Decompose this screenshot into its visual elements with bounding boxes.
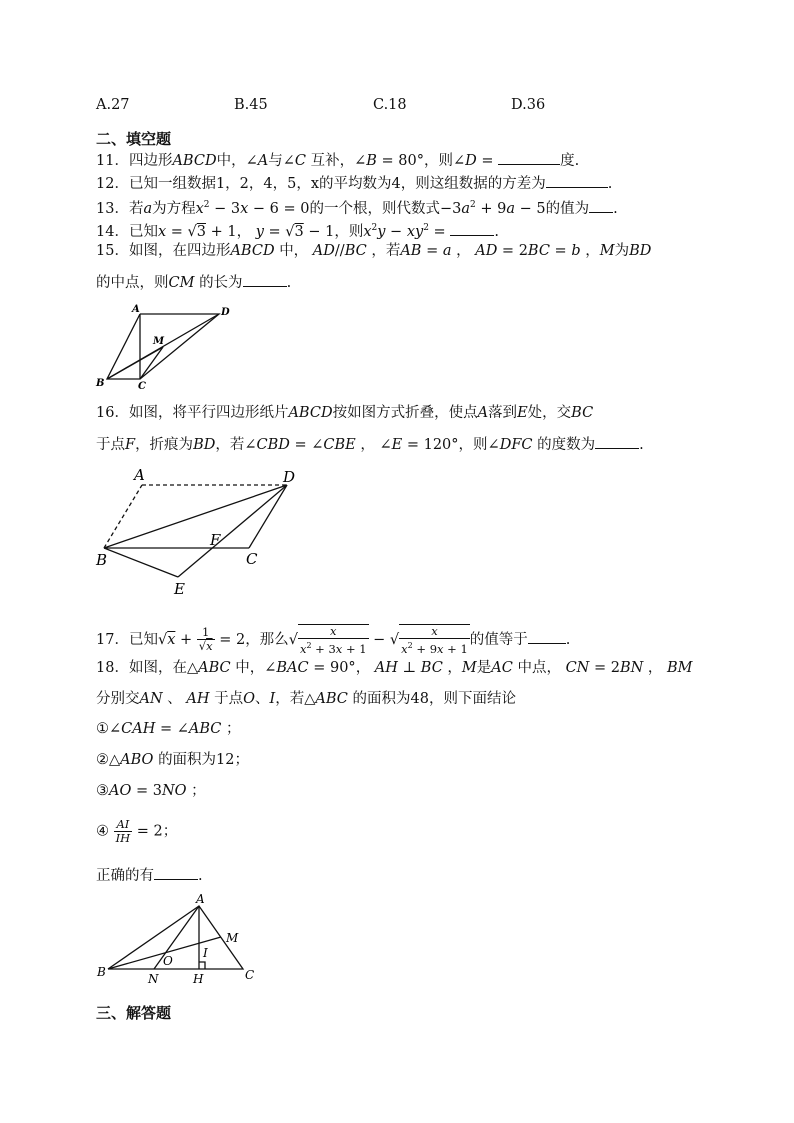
answer-blank[interactable]	[498, 151, 560, 165]
question-16: 16．如图，将平行四边形纸片ABCD按如图方式折叠，使点A落到E处，交BC	[96, 405, 594, 421]
question-11: 11．四边形ABCD中，∠A与∠C 互补，∠B = 80°，则∠D = 度.	[96, 153, 580, 169]
label-C: C	[246, 550, 258, 568]
question-14: 14．已知x = √3 + 1， y = √3 − 1，则$x^2y - xy^2$ = .	[96, 223, 499, 240]
answer-blank[interactable]	[528, 630, 566, 644]
section-fill-in-title: 二、填空题	[96, 130, 172, 148]
answer-blank[interactable]	[589, 199, 613, 213]
conclusion-4: ④ $\frac{AI}{IH}$ = 2；	[96, 817, 178, 845]
answer-blank[interactable]	[546, 174, 608, 188]
question-18-prompt: 正确的有 .	[96, 868, 203, 884]
question-18: 18．如图，在△ABC 中，∠BAC = 90°， AH ⊥ BC ，M是AC 中点， CN = 2BN ， BM	[96, 660, 693, 676]
question-16-cont: 于点F，折痕为BD，若∠CBD = ∠CBE ， ∠E = 120°，则∠DFC 的度数为 .	[96, 437, 644, 453]
question-13: 13．若a为方程$x^2 - 3x - 6 = 0$的一个根，则代数式$-3a^2 + 9a - 5$的值为 .	[96, 200, 618, 217]
question-15: 15．如图，在四边形ABCD 中， AD//BC ，若AB = a ， AD = 2BC = b ，M为BD	[96, 243, 652, 259]
label-B: B	[96, 551, 108, 569]
question-15-cont: 的中点，则CM 的长为 .	[96, 275, 292, 291]
label-A: A	[134, 466, 145, 484]
question-12: 12．已知一组数据1，2，4，5，x的平均数为4，则这组数据的方差为 .	[96, 176, 613, 192]
label-N: N	[148, 972, 159, 986]
label-B: B	[97, 965, 106, 979]
label-A: A	[132, 304, 140, 315]
section-answer-title: 三、解答题	[96, 1004, 172, 1022]
label-F: F	[210, 531, 221, 549]
option-c: C.18	[373, 97, 407, 113]
answer-blank[interactable]	[154, 866, 198, 880]
label-I: I	[203, 946, 208, 960]
conclusion-3: ③AO = 3NO ；	[96, 783, 206, 799]
question-17: 17．已知√x + $\frac{1}{√x}$ = 2，那么√ $\frac{x}{x^2 + 3x + 1}$ − √ $\frac{x}{x^2 + 9x + 1}$ 的值等于 .	[96, 624, 571, 656]
figure-15-quadrilateral	[92, 302, 242, 394]
label-A: A	[196, 892, 205, 906]
conclusion-1: ①∠CAH = ∠ABC ；	[96, 721, 241, 737]
label-E: E	[174, 580, 185, 598]
option-a: A.27	[96, 97, 130, 113]
figure-18-right-triangle	[92, 892, 262, 987]
label-B: B	[96, 378, 105, 389]
label-D: D	[221, 307, 230, 318]
label-H: H	[193, 972, 204, 986]
figure-16-parallelogram-fold	[92, 462, 312, 600]
answer-blank[interactable]	[595, 435, 639, 449]
option-b: B.45	[234, 97, 268, 113]
option-d: D.36	[511, 97, 546, 113]
label-C: C	[245, 968, 255, 982]
conclusion-2: ②△ABO 的面积为12；	[96, 752, 250, 768]
answer-blank[interactable]	[243, 273, 287, 287]
label-O: O	[163, 954, 173, 968]
label-M: M	[226, 931, 239, 945]
label-C: C	[138, 381, 146, 392]
label-D: D	[283, 468, 296, 486]
label-M: M	[153, 336, 165, 347]
question-18-cont: 分别交AN 、 AH 于点O、I，若△ABC 的面积为48，则下面结论	[96, 691, 516, 707]
answer-blank[interactable]	[450, 222, 494, 236]
